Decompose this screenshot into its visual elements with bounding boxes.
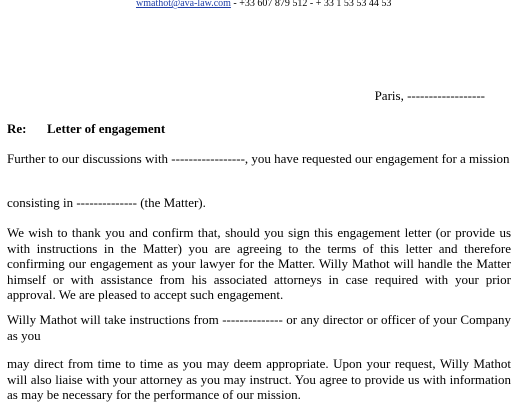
subject-title: Letter of engagement — [47, 121, 166, 136]
letterhead-contact — [136, 0, 391, 10]
paragraph-intro: Further to our discussions with -----------------, you have requested our engagement for a mission — [7, 151, 510, 166]
place-date: Paris, ------------------ — [374, 88, 485, 103]
paragraph-liaison: may direct from time to time as you may deem appropriate. Upon your request, Willy Mathot will also liaise with your attorney as you may instruct. You agree to provide us with information as may be necessary for the performance of our mission. — [7, 356, 511, 402]
paragraph-engagement: We wish to thank you and confirm that, should you sign this engagement letter (or provide us with instructions in the Matter) you are agreeing to the terms of this letter and therefore confirming our engagement as your lawyer for the Matter. Willy Mathot will handle the Matter himself or with assistance from his associated attorneys in case required with your prior approval. We are pleased to accept such engagement. — [7, 225, 511, 302]
paragraph-matter: consisting in -------------- (the Matter). — [7, 195, 206, 210]
phone-numbers: - +33 607 879 512 - + 33 1 53 53 44 53 — [230, 0, 392, 9]
subject-line — [7, 121, 165, 137]
paragraph-instructions: Willy Mathot will take instructions from -------------- or any director or officer of your Company as you — [7, 312, 511, 343]
subject-label: Re: — [7, 121, 27, 136]
email-link[interactable]: wmathot@ava-law.com — [136, 0, 231, 9]
